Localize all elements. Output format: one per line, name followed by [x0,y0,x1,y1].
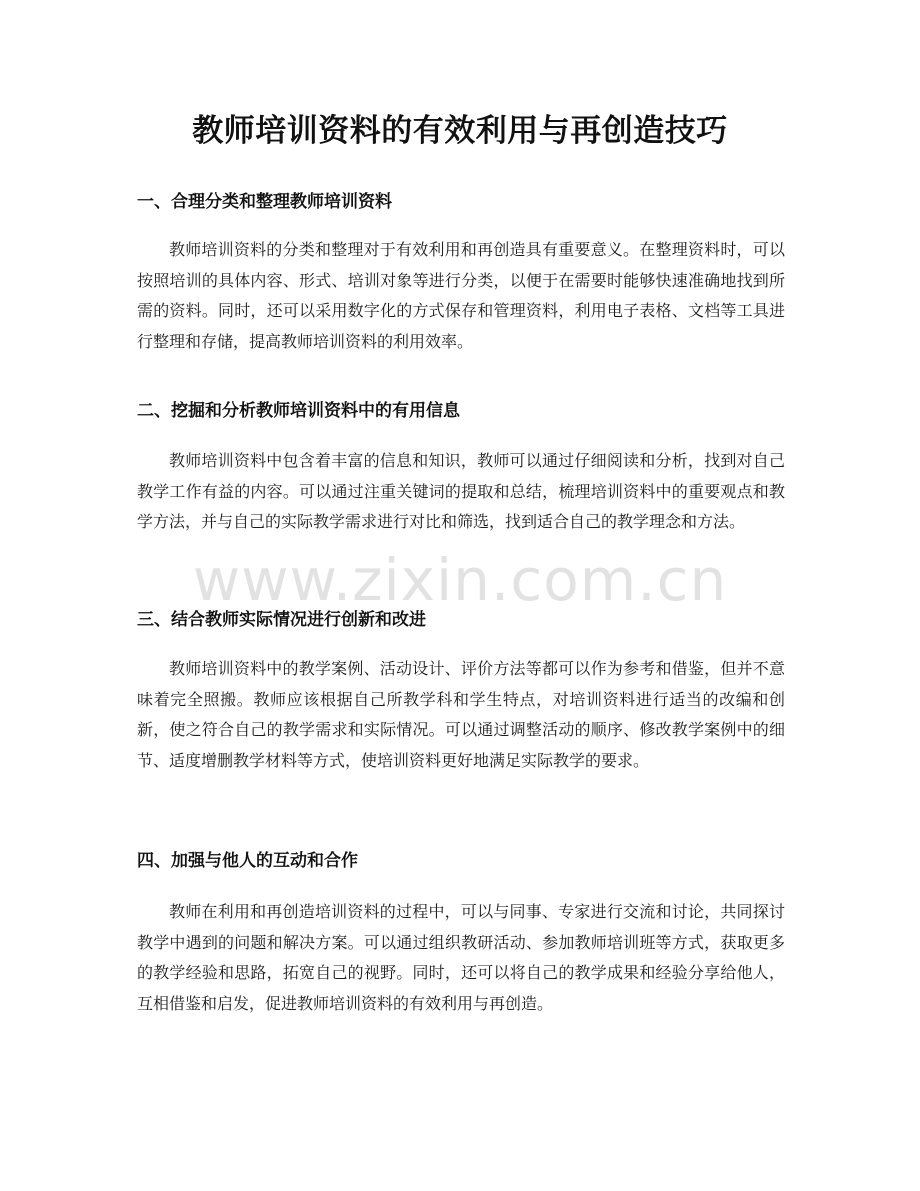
section-heading-2: 二、挖掘和分析教师培训资料中的有用信息 [137,401,460,421]
watermark-text: www.zixin.com.cn [192,546,728,614]
section-paragraph-4: 教师在利用和再创造培训资料的过程中，可以与同事、专家进行交流和讨论，共同探讨教学中遇到的问题和解决方案。可以通过组织教研活动、参加教师培训班等方式，获取更多的教学经验和思路，拓宽自己的视野。同时，还可以将自己的教学成果和经验分享给他人，互相借鉴和启发，促进教师培训资料的有效利用与再创造。 [137,902,785,1013]
section-heading-4: 四、加强与他人的互动和合作 [137,851,358,871]
section-paragraph-3: 教师培训资料中的教学案例、活动设计、评价方法等都可以作为参考和借鉴，但并不意味着完全照搬。教师应该根据自己所教学科和学生特点，对培训资料进行适当的改编和创新，使之符合自己的教学需求和实际情况。可以通过调整活动的顺序、修改教学案例中的细节、适度增删教学材料等方式，使培训资料更好地满足实际教学的要求。 [137,659,785,770]
section-heading-3: 三、结合教师实际情况进行创新和改进 [137,610,426,630]
section-heading-1: 一、合理分类和整理教师培训资料 [137,192,392,212]
document-title: 教师培训资料的有效利用与再创造技巧 [192,113,728,149]
section-paragraph-2: 教师培训资料中包含着丰富的信息和知识，教师可以通过仔细阅读和分析，找到对自己教学工作有益的内容。可以通过注重关键词的提取和总结，梳理培训资料中的重要观点和教学方法，并与自己的实际教学需求进行对比和筛选，找到适合自己的教学理念和方法。 [137,451,785,532]
section-paragraph-1: 教师培训资料的分类和整理对于有效利用和再创造具有重要意义。在整理资料时，可以按照培训的具体内容、形式、培训对象等进行分类，以便于在需要时能够快速准确地找到所需的资料。同时，还可以采用数字化的方式保存和管理资料，利用电子表格、文档等工具进行整理和存储，提高教师培训资料的利用效率。 [137,240,785,351]
